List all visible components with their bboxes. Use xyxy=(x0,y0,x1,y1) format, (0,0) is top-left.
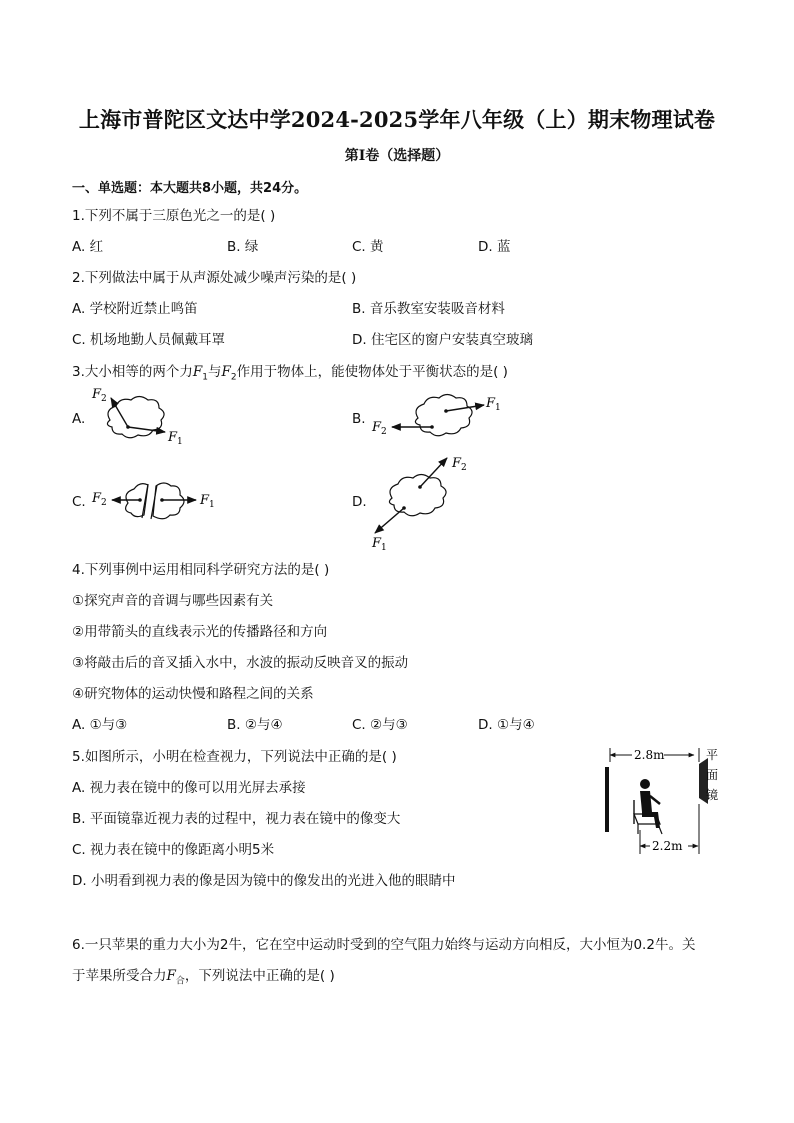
figure-a-f1-label xyxy=(167,430,183,447)
force-f1-symbol: F xyxy=(192,364,203,380)
question-6-line-2-pre: 于苹果所受合力 xyxy=(72,968,167,984)
figure-d-f2-subscript: 2 xyxy=(461,463,467,473)
mirror-label-3: 镜 xyxy=(706,788,719,802)
figure-b xyxy=(371,395,501,438)
question-3-option-b-letter: B. xyxy=(352,411,366,427)
question-4-option-a: A. ①与③ xyxy=(72,717,128,733)
question-5-figure xyxy=(598,742,728,862)
question-5-option-d: D. 小明看到视力表的像是因为镜中的像发出的光进入他的眼睛中 xyxy=(72,873,456,889)
question-3-option-a-letter: A. xyxy=(72,411,86,427)
net-force-subscript: 合 xyxy=(175,976,185,987)
question-4-item-2: ②用带箭头的直线表示光的传播路径和方向 xyxy=(72,624,328,640)
bottom-distance-label: 2.2m xyxy=(652,839,683,853)
figure-c-f2-symbol: F xyxy=(92,491,102,506)
question-3-option-d-letter: D. xyxy=(352,494,367,510)
question-1-option-d: D. 蓝 xyxy=(478,239,511,255)
figure-a-f1-subscript: 1 xyxy=(177,437,183,447)
figure-c-f2-subscript: 2 xyxy=(101,498,107,508)
force-f2-subscript: 2 xyxy=(230,372,237,383)
question-6-line-1: 6.一只苹果的重力大小为2牛，它在空中运动时受到的空气阻力始终与运动方向相反，大小恒为0.2牛。关 xyxy=(72,937,696,953)
question-1-stem: 1.下列不属于三原色光之一的是( ) xyxy=(72,208,276,224)
exam-title: 上海市普陀区文达中学2024-2025学年八年级（上）期末物理试卷 xyxy=(78,107,716,132)
question-3-figures xyxy=(0,0,794,560)
figure-d-f1-label xyxy=(371,536,387,553)
figure-a-f1-symbol: F xyxy=(168,430,178,445)
figure-d-f1-subscript: 1 xyxy=(381,543,387,553)
mirror-label-2: 面 xyxy=(706,768,719,782)
question-4-item-3: ③将敲击后的音叉插入水中，水波的振动反映音叉的振动 xyxy=(72,655,409,671)
figure-a-f2-subscript: 2 xyxy=(101,394,107,404)
question-2-option-c: C. 机场地勤人员佩戴耳罩 xyxy=(72,332,226,348)
question-5-stem: 5.如图所示，小明在检查视力，下列说法中正确的是( ) xyxy=(72,749,397,765)
eye-chart xyxy=(605,767,609,832)
question-5-option-c: C. 视力表在镜中的像距离小明5米 xyxy=(72,842,275,858)
top-distance-label: 2.8m xyxy=(634,748,665,762)
net-force-symbol: F xyxy=(166,968,176,984)
figure-a xyxy=(91,387,183,447)
force-f1-subscript: 1 xyxy=(202,372,208,383)
question-5-option-a: A. 视力表在镜中的像可以用光屏去承接 xyxy=(72,780,306,796)
section-heading: 一、单选题：本大题共8小题，共24分。 xyxy=(72,181,308,196)
mirror-label-1: 平 xyxy=(706,748,719,762)
figure-c xyxy=(91,483,215,519)
figure-a-f2-label xyxy=(91,387,107,404)
figure-b-f1-label xyxy=(485,396,501,413)
question-1-option-a: A. 红 xyxy=(72,239,104,255)
figure-d-f2-label xyxy=(451,456,467,473)
question-2-option-b: B. 音乐教室安装吸音材料 xyxy=(352,301,505,317)
figure-d-f1-symbol: F xyxy=(372,536,382,551)
figure-b-f2-symbol: F xyxy=(372,420,382,435)
question-3-option-c-letter: C. xyxy=(72,494,86,510)
figure-d xyxy=(371,456,467,553)
question-4-option-c: C. ②与③ xyxy=(352,717,408,733)
person-icon xyxy=(634,779,662,834)
question-5-option-b: B. 平面镜靠近视力表的过程中，视力表在镜中的像变大 xyxy=(72,811,401,827)
figure-b-f1-symbol: F xyxy=(486,396,496,411)
figure-a-f2-symbol: F xyxy=(92,387,102,402)
question-4-item-4: ④研究物体的运动快慢和路程之间的关系 xyxy=(72,686,314,702)
question-3-stem-pre: 3.大小相等的两个力 xyxy=(72,364,193,380)
question-2-stem: 2.下列做法中属于从声源处减少噪声污染的是( ) xyxy=(72,270,357,286)
question-6-line-2 xyxy=(72,966,335,992)
question-3-stem-post: 作用于物体上，能使物体处于平衡状态的是( ) xyxy=(236,364,508,380)
question-1-option-c: C. 黄 xyxy=(352,239,384,255)
force-f2-symbol: F xyxy=(221,364,231,380)
figure-c-f1-subscript: 1 xyxy=(209,500,215,510)
question-1-option-b: B. 绿 xyxy=(227,239,259,255)
question-4-item-1: ①探究声音的音调与哪些因素有关 xyxy=(72,593,274,609)
figure-c-f1-symbol: F xyxy=(200,493,210,508)
question-6-line-2-post: ，下列说法中正确的是( ) xyxy=(184,968,335,984)
question-4-option-b: B. ②与④ xyxy=(227,717,283,733)
figure-b-f2-label xyxy=(371,420,387,437)
figure-d-f2-symbol: F xyxy=(452,456,462,471)
figure-c-f2-label xyxy=(91,491,107,508)
figure-b-f1-subscript: 1 xyxy=(495,403,501,413)
question-4-option-d: D. ①与④ xyxy=(478,717,535,733)
question-2-option-a: A. 学校附近禁止鸣笛 xyxy=(72,301,198,317)
figure-c-f1-label xyxy=(199,493,215,510)
figure-b-f2-subscript: 2 xyxy=(381,427,387,437)
question-4-stem: 4.下列事例中运用相同科学研究方法的是( ) xyxy=(72,562,330,578)
question-2-option-d: D. 住宅区的窗户安装真空玻璃 xyxy=(352,332,533,348)
question-3-stem-mid: 与 xyxy=(208,364,222,380)
exam-subtitle: 第I卷（选择题） xyxy=(344,148,450,164)
